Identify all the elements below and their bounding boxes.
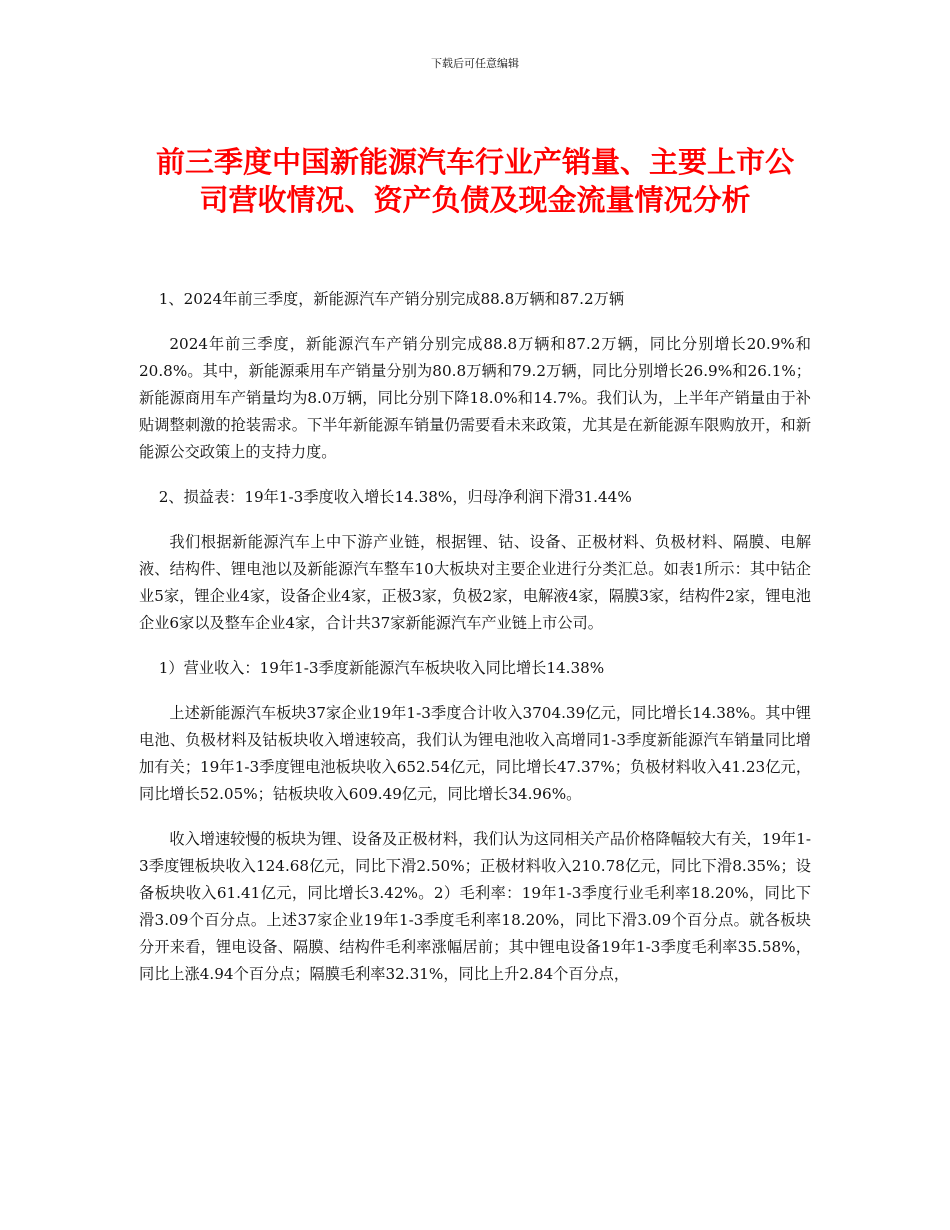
body-paragraph: 我们根据新能源汽车上中下游产业链，根据锂、钴、设备、正极材料、负极材料、隔膜、电解液、结构件、锂电池以及新能源汽车整车10大板块对主要企业进行分类汇总。如表1所示：其中钴企业5家，锂企业4家，设备企业4家，正极3家，负极2家，电解液4家，隔膜3家，结构件2家，锂电池企业6家以及整车企业4家，合计共37家新能源汽车产业链上市公司。 xyxy=(139,533,811,632)
subsection-heading-revenue: 1）营业收入：19年1-3季度新能源汽车板块收入同比增长14.38% xyxy=(158,659,605,677)
section-heading-2: 2、损益表：19年1-3季度收入增长14.38%，归母净利润下滑31.44% xyxy=(158,488,632,506)
document-title: 前三季度中国新能源汽车行业产销量、主要上市公司营收情况、资产负债及现金流量情况分析 xyxy=(155,145,794,217)
body-paragraph: 收入增速较慢的板块为锂、设备及正极材料，我们认为这同相关产品价格降幅较大有关，19年1-3季度锂板块收入124.68亿元，同比下滑2.50%；正极材料收入210.78亿元，同比下滑8.35%；设备板块收入61.41亿元，同比增长3.42%。2）毛利率：19年1-3季度行业毛利率18.20%，同比下滑3.09个百分点。上述37家企业19年1-3季度毛利率18.20%，同比下滑3.09个百分点。就各板块分开来看，锂电设备、隔膜、结构件毛利率涨幅居前；其中锂电设备19年1-3季度毛利率35.58%，同比上涨4.94个百分点；隔膜毛利率32.31%，同比上升2.84个百分点， xyxy=(139,830,812,983)
body-paragraph: 上述新能源汽车板块37家企业19年1-3季度合计收入3704.39亿元，同比增长14.38%。其中锂电池、负极材料及钴板块收入增速较高，我们认为锂电池收入高增同1-3季度新能源汽车销量同比增加有关；19年1-3季度锂电池板块收入652.54亿元，同比增长47.37%；负极材料收入41.23亿元，同比增长52.05%；钴板块收入609.49亿元，同比增长34.96%。 xyxy=(139,704,811,803)
section-heading-1: 1、2024年前三季度，新能源汽车产销分别完成88.8万辆和87.2万辆 xyxy=(158,290,625,308)
header-note: 下载后可任意编辑 xyxy=(431,57,519,70)
body-paragraph: 2024年前三季度，新能源汽车产销分别完成88.8万辆和87.2万辆，同比分别增长20.9%和20.8%。其中，新能源乘用车产销量分别为80.8万辆和79.2万辆，同比分别增长26.9%和26.1%；新能源商用车产销量均为8.0万辆，同比分别下降18.0%和14.7%。我们认为，上半年产销量由于补贴调整刺激的抢装需求。下半年新能源车销量仍需要看未来政策，尤其是在新能源车限购放开，和新能源公交政策上的支持力度。 xyxy=(139,335,811,461)
document-body xyxy=(139,286,811,1006)
